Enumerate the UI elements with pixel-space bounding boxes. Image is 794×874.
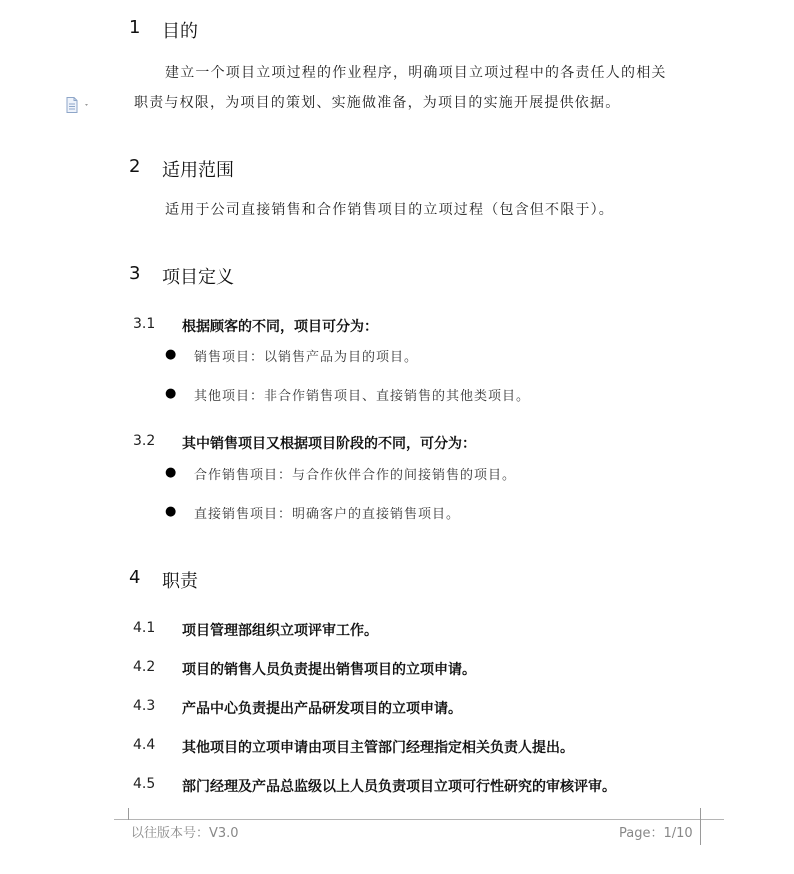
bullet-icon: ● [165,386,177,401]
bullet-icon: ● [165,465,177,480]
section-2-number: 2 [129,156,141,177]
bullet-icon: ● [165,347,177,362]
list-item: 销售项目：以销售产品为目的项目。 [194,350,419,365]
section-4-title: 职责 [162,571,198,592]
subsection-3-1-title: 根据顾客的不同，项目可分为： [182,319,378,335]
section-1-body-line-1: 建立一个项目立项过程的作业程序，明确项目立项过程中的各责任人的相关 [165,65,667,81]
margin-corner-mark [700,820,701,845]
item-4-3-text: 产品中心负责提出产品研发项目的立项申请。 [182,701,462,717]
item-4-4-text: 其他项目的立项申请由项目主管部门经理指定相关负责人提出。 [182,740,574,756]
item-4-1-number: 4.1 [133,620,156,636]
subsection-3-2-number: 3.2 [133,433,156,449]
footer-version: 以往版本号：V3.0 [131,826,239,841]
bullet-icon: ● [165,504,177,519]
section-4-number: 4 [129,567,141,588]
section-1-title: 目的 [162,21,198,42]
section-1-body-line-2: 职责与权限，为项目的策划、实施做准备，为项目的实施开展提供依据。 [134,95,621,111]
list-item: 直接销售项目：明确客户的直接销售项目。 [194,507,461,522]
list-item: 其他项目：非合作销售项目、直接销售的其他类项目。 [194,389,531,404]
section-3-number: 3 [129,263,141,284]
section-2-title: 适用范围 [162,160,234,181]
footer-page-number: Page：1/10 [619,826,693,841]
footer-divider [114,819,724,820]
item-4-3-number: 4.3 [133,698,156,714]
document-icon [66,97,92,113]
item-4-2-text: 项目的销售人员负责提出销售项目的立项申请。 [182,662,476,678]
item-4-5-text: 部门经理及产品总监级以上人员负责项目立项可行性研究的审核评审。 [182,779,616,795]
item-4-2-number: 4.2 [133,659,156,675]
document-menu[interactable] [66,97,92,113]
dropdown-arrow-icon [85,104,88,106]
subsection-3-1-number: 3.1 [133,316,156,332]
list-item: 合作销售项目：与合作伙伴合作的间接销售的项目。 [194,468,517,483]
margin-corner-mark [700,808,701,820]
item-4-1-text: 项目管理部组织立项评审工作。 [182,623,378,639]
item-4-4-number: 4.4 [133,737,156,753]
section-3-title: 项目定义 [162,267,234,288]
subsection-3-2-title: 其中销售项目又根据项目阶段的不同，可分为： [182,436,476,452]
section-1-number: 1 [129,17,141,38]
margin-corner-mark [128,808,129,820]
section-2-body: 适用于公司直接销售和合作销售项目的立项过程（包含但不限于）。 [165,202,614,218]
item-4-5-number: 4.5 [133,776,156,792]
